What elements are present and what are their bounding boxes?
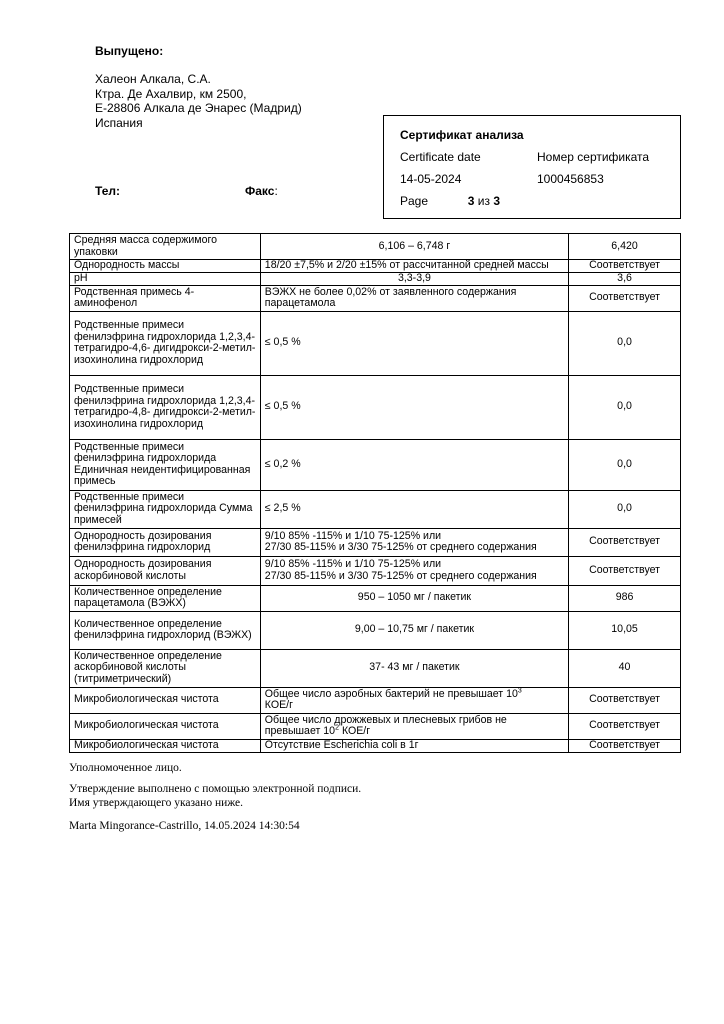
test-name-cell: Однородность дозирования фенилэфрина гидрохлорид (70, 528, 261, 556)
issuer-address-line: E-28806 Алкала де Энарес (Мадрид) (95, 101, 302, 115)
result-cell: 0,0 (569, 311, 681, 375)
tel-label: Тел: (95, 184, 121, 198)
test-name-cell: Количественное определение аскорбиновой кислоты (титриметрический) (70, 649, 261, 687)
issued-by-heading: Выпущено: (95, 44, 164, 58)
results-table (69, 233, 681, 753)
spec-unit: КОЕ/г (264, 699, 293, 711)
approval-line: Имя утверждающего указано ниже. (69, 797, 244, 809)
table-row (70, 234, 681, 260)
table-row (70, 439, 681, 490)
page-indicator (400, 194, 500, 208)
table-row (70, 556, 681, 585)
spec-cell: ≤ 0,2 % (260, 439, 568, 490)
spec-exponent: 3 (517, 686, 522, 694)
spec-line: 27/30 85-115% и 3/30 75-125% от среднего содержания (264, 541, 537, 553)
issuer-address (95, 72, 302, 130)
certificate-box (383, 115, 681, 219)
approval-note (69, 782, 361, 810)
test-name-cell: Средняя масса содержимого упаковки (70, 234, 261, 260)
issuer-address-line: Ктра. Де Ахалвир, км 2500, (95, 86, 247, 101)
certificate-date-label: Certificate date (400, 150, 481, 164)
test-name-cell: Родственные примеси фенилэфрина гидрохлорида 1,2,3,4- тетрагидро-4,8- дигидрокси-2-метил- изохинолина гидрохлорид (70, 375, 261, 439)
test-name-cell: Микробиологическая чистота (70, 687, 261, 713)
spec-line: 27/30 85-115% и 3/30 75-125% от среднего содержания (264, 569, 537, 582)
page-current: 3 (467, 194, 475, 208)
certificate-number-label: Номер сертификата (537, 150, 650, 164)
table-row (70, 585, 681, 611)
spec-cell: ≤ 0,5 % (260, 375, 568, 439)
table-row (70, 713, 681, 739)
spec-cell: ВЭЖХ не более 0,02% от заявленного содержания парацетамола (260, 285, 568, 311)
test-name-cell: Родственные примеси фенилэфрина гидрохлорида Сумма примесей (70, 490, 261, 528)
result-cell: 0,0 (569, 439, 681, 490)
result-cell: 40 (569, 649, 681, 687)
approval-line: Утверждение выполнено с помощью электронной подписи. (69, 783, 362, 795)
table-row (70, 611, 681, 649)
test-name-cell: Микробиологическая чистота (70, 739, 261, 752)
spec-cell: 6,106 – 6,748 г (260, 234, 568, 260)
page-of: из (477, 194, 490, 208)
table-row (70, 649, 681, 687)
spec-cell: 3,3-3,9 (260, 273, 568, 286)
table-row (70, 260, 681, 273)
test-name-cell: Количественное определение парацетамола (ВЭЖХ) (70, 585, 261, 611)
test-name-cell: Микробиологическая чистота (70, 713, 261, 739)
result-cell: 10,05 (569, 611, 681, 649)
result-cell: Соответствует (569, 687, 681, 713)
spec-cell (260, 556, 568, 585)
table-row (70, 490, 681, 528)
result-cell: Соответствует (569, 528, 681, 556)
authorized-person: Уполномоченное лицо. (69, 762, 182, 774)
spec-cell: 37- 43 мг / пакетик (260, 649, 568, 687)
test-name-cell: Однородность дозирования аскорбиновой кислоты (70, 556, 261, 585)
result-cell: 0,0 (569, 375, 681, 439)
result-cell: 0,0 (569, 490, 681, 528)
test-name-cell: Однородность массы (70, 260, 261, 273)
test-name-cell: Родственные примеси фенилэфрина гидрохлорида Единичная неидентифицированная примесь (70, 439, 261, 490)
page-label: Page (400, 194, 429, 208)
certificate-title: Сертификат анализа (400, 128, 524, 142)
test-name-cell: Родственная примесь 4-аминофенол (70, 285, 261, 311)
result-cell: 6,420 (569, 234, 681, 260)
fax-colon: : (274, 184, 278, 198)
result-cell: Соответствует (569, 713, 681, 739)
test-name-cell: Количественное определение фенилэфрина гидрохлорид (ВЭЖХ) (70, 611, 261, 649)
table-row (70, 375, 681, 439)
table-row (70, 687, 681, 713)
certificate-number: 1000456853 (537, 172, 604, 186)
spec-line: 9/10 85% -115% и 1/10 75-125% или (264, 558, 442, 570)
spec-cell: 18/20 ±7,5% и 2/20 ±15% от рассчитанной средней массы (260, 260, 568, 273)
table-row (70, 273, 681, 286)
spec-text: Общее число дрожжевых и плесневых грибов не превышает 10 (264, 713, 507, 737)
spec-cell: ≤ 0,5 % (260, 311, 568, 375)
result-cell: 3,6 (569, 273, 681, 286)
result-cell: Соответствует (569, 285, 681, 311)
table-row (70, 285, 681, 311)
spec-text: Общее число аэробных бактерий не превышает 10 (264, 687, 518, 700)
spec-cell (260, 687, 568, 713)
spec-cell: 950 – 1050 мг / пакетик (260, 585, 568, 611)
result-cell: Соответствует (569, 556, 681, 585)
spec-cell: 9,00 – 10,75 мг / пакетик (260, 611, 568, 649)
page-total: 3 (493, 194, 500, 208)
issuer-address-line: Испания (95, 115, 143, 130)
fax-label (245, 184, 278, 198)
spec-exponent: 2 (335, 724, 339, 732)
table-row (70, 528, 681, 556)
test-name-cell: pH (70, 273, 261, 286)
spec-line: 9/10 85% -115% и 1/10 75-125% или (264, 529, 442, 542)
spec-cell (260, 713, 568, 739)
spec-cell: ≤ 2,5 % (260, 490, 568, 528)
certificate-date: 14-05-2024 (400, 172, 462, 186)
table-row (70, 739, 681, 752)
issuer-address-line: Халеон Алкала, С.А. (95, 72, 211, 86)
signature-line: Marta Mingorance-Castrillo, 14.05.2024 14:30:54 (69, 820, 300, 832)
result-cell: Соответствует (569, 260, 681, 273)
result-cell: Соответствует (569, 739, 681, 752)
fax-label-text: Факс (245, 184, 275, 198)
result-cell: 986 (569, 585, 681, 611)
spec-cell: Отсутствие Escherichia coli в 1г (260, 739, 568, 752)
spec-unit: КОЕ/г (341, 725, 371, 737)
table-row (70, 311, 681, 375)
test-name-cell: Родственные примеси фенилэфрина гидрохлорида 1,2,3,4- тетрагидро-4,6- дигидрокси-2-метил- изохинолина гидрохлорид (70, 311, 261, 375)
spec-cell (260, 528, 568, 556)
